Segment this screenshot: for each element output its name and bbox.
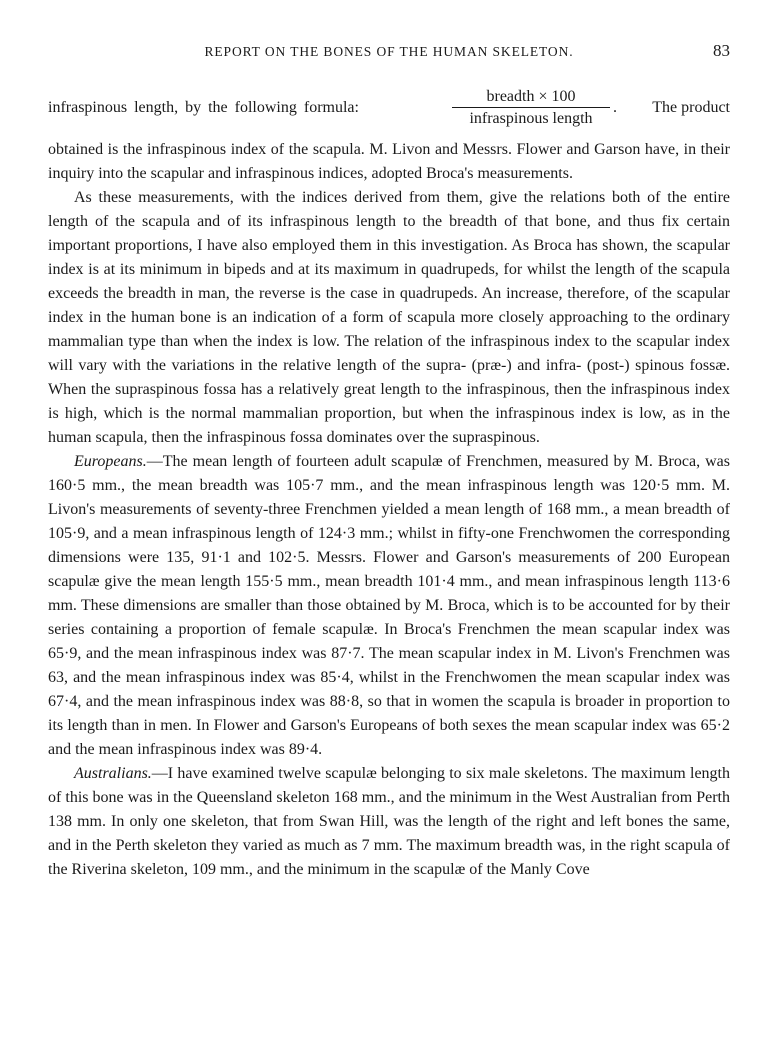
- running-header: [48, 41, 730, 66]
- formula-lead-text: infraspinous length, by the following formula:: [48, 99, 359, 116]
- formula-fraction: [452, 87, 610, 130]
- formula-denominator: infraspinous length: [469, 110, 593, 127]
- formula-line: [48, 90, 730, 138]
- australians-text: —I have examined twelve scapulæ belonging to six male skeletons. The maximum length of this bone was in the Queensland skeleton 168 mm., and the minimum in the West Australian from Perth 138 mm. In only one skeleton, that from Swan Hill, was the length of the right and left bones the same, and in the Perth skeleton they varied as much as 7 mm. The maximum breadth was, in the right scapula of the Riverina skeleton, 109 mm., and the minimum in the scapulæ of the Manly Cove: [48, 765, 730, 878]
- formula-period: .: [613, 99, 617, 116]
- body-text: [48, 90, 730, 882]
- page-number: 83: [713, 41, 730, 60]
- australians-heading: Australians.: [74, 765, 152, 782]
- running-title: REPORT ON THE BONES OF THE HUMAN SKELETON.: [204, 44, 574, 59]
- paragraph-australians: [48, 762, 730, 882]
- paragraph-europeans: [48, 450, 730, 762]
- europeans-heading: Europeans.: [74, 453, 147, 470]
- europeans-text: —The mean length of fourteen adult scapulæ of Frenchmen, measured by M. Broca, was 160·5 mm., the mean breadth was 105·7 mm., and the mean infraspinous length was 120·5 mm. M. Livon's measurements of seventy-three Frenchmen yielded a mean length of 168 mm., a mean breadth of 105·9, and a mean infraspinous length of 124·3 mm.; whilst in fifty-one Frenchwomen the corresponding dimensions were 135, 91·1 and 102·5. Messrs. Flower and Garson's measurements of 200 European scapulæ give the mean length 155·5 mm., mean breadth 101·4 mm., and mean infraspinous length 113·6 mm. These dimensions are smaller than those obtained by M. Broca, which is to be accounted for by their series containing a proportion of female scapulæ. In Broca's Frenchmen the mean scapular index was 65·9, and the mean infraspinous index was 87·7. The mean scapular index in M. Livon's Frenchmen was 63, and the mean infraspinous index was 85·4, whilst in the Frenchwomen the mean scapular index was 67·4, and the mean infraspinous index was 88·8, so that in women the scapula is broader in proportion to its length than in men. In Flower and Garson's Europeans of both sexes the mean scapular index was 65·2 and the mean infraspinous index was 89·4.: [48, 453, 730, 758]
- formula-trailing-text: The product: [652, 99, 730, 116]
- paragraph-2: As these measurements, with the indices derived from them, give the relations both of the entire length of the scapula and of its infraspinous length to the breadth of that bone, and thus fix certain important proportions, I have also employed them in this investigation. As Broca has shown, the scapular index is at its minimum in bipeds and at its maximum in quadrupeds, for whilst the length of the scapula exceeds the breadth in man, the reverse is the case in quadrupeds. An increase, therefore, of the scapular index in the human bone is an indication of a form of scapula more closely approaching to the ordinary mammalian type than when the index is low. The relation of the infraspinous index to the scapular index will vary with the variations in the relative length of the supra- (præ-) and infra- (post-) spinous fossæ. When the supraspinous fossa has a relatively great length to the infraspinous, then the infraspinous index is high, which is the normal mammalian proportion, but when the infraspinous index is low, as in the human scapula, then the infraspinous fossa dominates over the supraspinous.: [48, 189, 730, 446]
- paragraph-1-continued: obtained is the infraspinous index of the scapula. M. Livon and Messrs. Flower and Garson have, in their inquiry into the scapular and infraspinous indices, adopted Broca's measurements.: [48, 141, 730, 182]
- formula-numerator: breadth × 100: [452, 87, 610, 108]
